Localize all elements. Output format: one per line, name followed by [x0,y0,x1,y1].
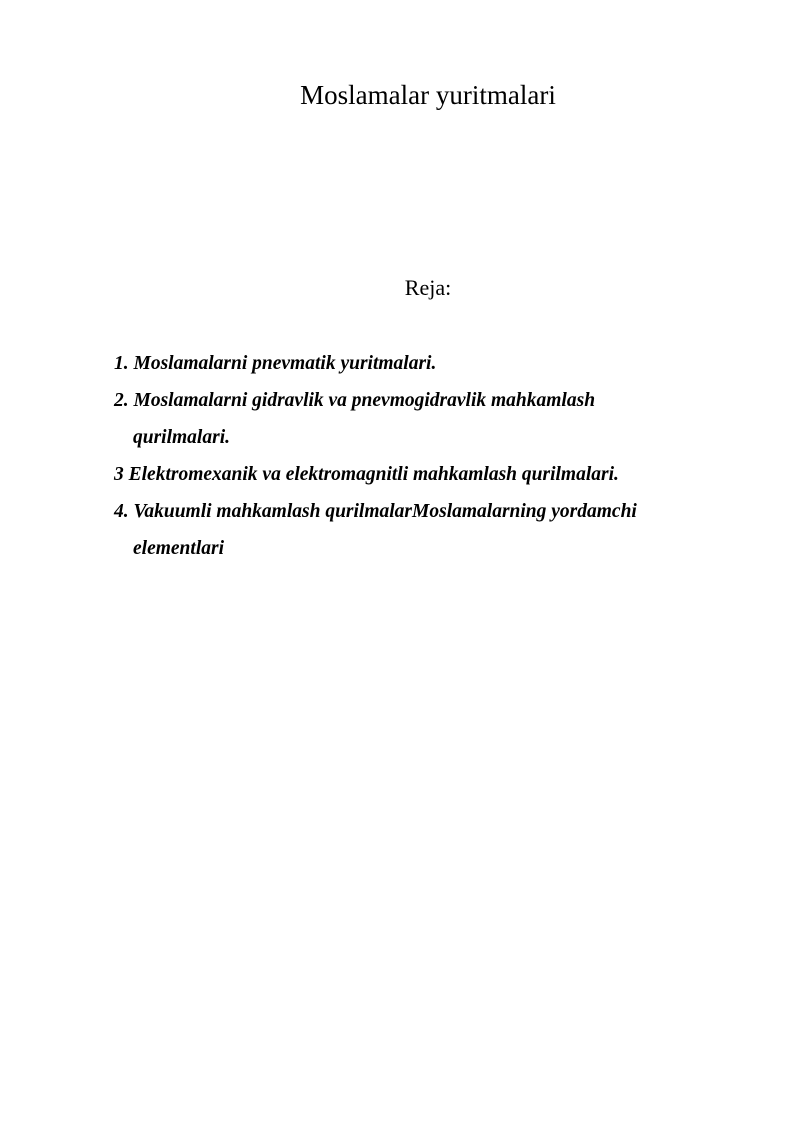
plan-item-text: 1. Moslamalarni pnevmatik yuritmalari. [114,353,437,374]
plan-list [114,345,714,567]
plan-heading: Reja: [404,275,452,300]
plan-item-text: 4. Vakuumli mahkamlash qurilmalarMoslamalarning yordamchi [114,501,637,522]
plan-item-text: 3 Elektromexanik va elektromagnitli mahkamlash qurilmalari. [114,464,619,485]
plan-item-continuation: elementlari [133,538,224,559]
plan-item-3 [114,456,714,493]
plan-item-continuation: qurilmalari. [133,427,230,448]
plan-item-text: 2. Moslamalarni gidravlik va pnevmogidravlik mahkamlash [114,390,596,411]
plan-item-2 [114,382,714,456]
plan-item-1 [114,345,714,382]
plan-item-4 [114,493,714,567]
page-title: Moslamalar yuritmalari [300,80,556,110]
